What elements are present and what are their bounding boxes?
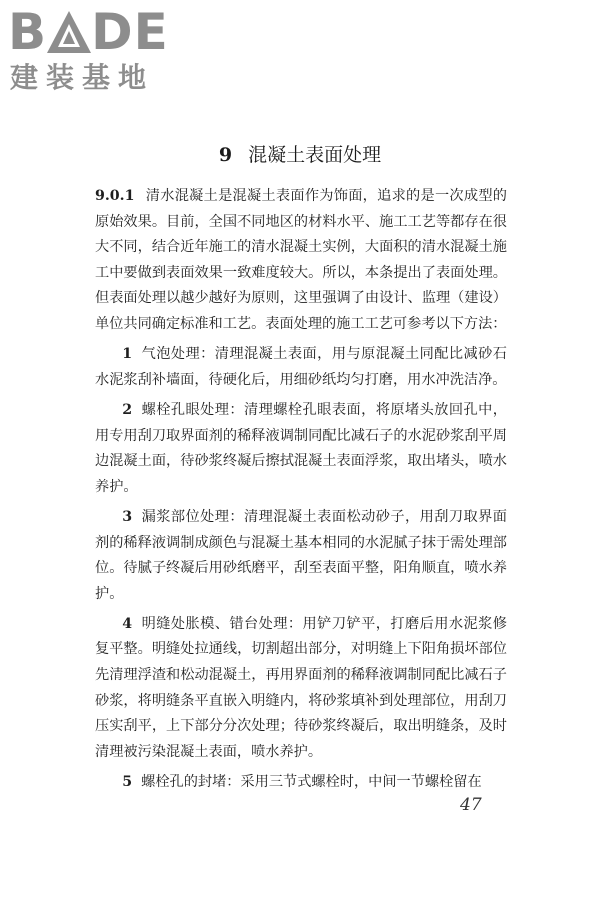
list-item — [95, 612, 507, 766]
chapter-title — [0, 140, 600, 170]
item-number: 2 — [122, 401, 133, 418]
page-content — [95, 184, 507, 800]
list-item — [95, 770, 507, 796]
logo-a-triangle-icon — [47, 11, 91, 53]
chapter-number: 9 — [218, 143, 233, 166]
clause-text: 清水混凝土是混凝土表面作为饰面，追求的是一次成型的原始效果。目前，全国不同地区的材料水平、施工工艺等都存在很大不同，结合近年施工的清水混凝土实例，大面积的清水混凝土施工中要做到表面效果一致难度较大。所以，本条提出了表面处理。但表面处理以越少越好为原则，这里强调了由设计、监理（建设）单位共同确定标准和工艺。表面处理的施工工艺可参考以下方法： — [95, 188, 507, 332]
item-text: 漏浆部位处理：清理混凝土表面松动砂子，用刮刀取界面剂的稀释液调制成颜色与混凝土基本相同的水泥腻子抹于需处理部位。待腻子终凝后用砂纸磨平，刮至表面平整，阳角顺直，喷水养护。 — [95, 508, 507, 602]
clause-number: 9.0.1 — [95, 188, 135, 204]
item-text: 气泡处理：清理混凝土表面，用与原混凝土同配比减砂石水泥浆刮补墙面，待硬化后，用细砂纸均匀打磨，用水冲洗洁净。 — [95, 346, 507, 388]
logo-wordmark: B DE — [8, 3, 169, 61]
item-text: 螺栓孔的封堵：采用三节式螺栓时，中间一节螺栓留在 — [141, 774, 482, 791]
bade-logo — [8, 4, 183, 96]
page-number: 47 — [460, 795, 482, 815]
list-item — [95, 505, 507, 607]
logo-subtitle: 建装基地 — [10, 61, 155, 94]
item-number: 4 — [122, 615, 133, 632]
clause-paragraph — [95, 184, 507, 338]
item-text: 明缝处胀模、错台处理：用铲刀铲平，打磨后用水泥浆修复平整。明缝处拉通线，切割超出部分，对明缝上下阳角损坏部位先清理浮渣和松动混凝土，再用界面剂的稀释液调制同配比减石子砂浆，将明缝条平直嵌入明缝内，将砂浆填补到处理部位，用刮刀压实刮平，上下部分分次处理；待砂浆终凝后，取出明缝条，及时清理被污染混凝土表面，喷水养护。 — [95, 615, 507, 760]
list-item — [95, 398, 507, 500]
chapter-title-text: 混凝土表面处理 — [248, 143, 382, 166]
item-number: 3 — [122, 508, 133, 525]
item-number: 5 — [122, 774, 133, 791]
item-text: 螺栓孔眼处理：清理螺栓孔眼表面，将原堵头放回孔中，用专用刮刀取界面剂的稀释液调制同配比减石子的水泥砂浆刮平周边混凝土面，待砂浆终凝后擦拭混凝土表面浮浆，取出堵头，喷水养护。 — [95, 401, 507, 495]
list-item — [95, 342, 507, 393]
item-number: 1 — [122, 346, 133, 363]
